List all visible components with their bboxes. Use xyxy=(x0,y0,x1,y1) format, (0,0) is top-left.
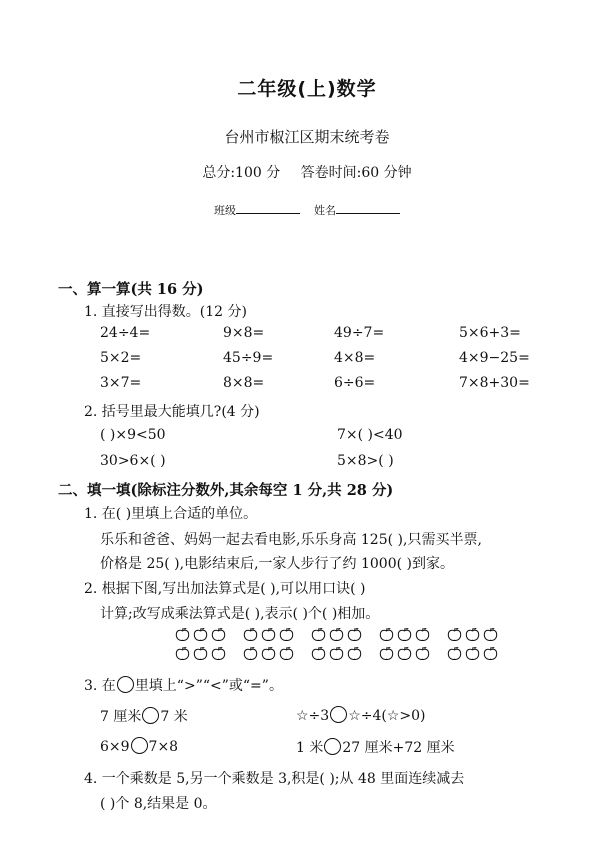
compare-left: 1 米 xyxy=(296,740,324,756)
s2-q3-prompt xyxy=(84,675,283,695)
apple-icon xyxy=(279,627,294,642)
apple-icon xyxy=(243,627,258,642)
arith-item: 5×2= xyxy=(100,350,142,366)
s2-q4-line2: ( )个 8,结果是 0。 xyxy=(100,796,217,812)
compare-circle[interactable] xyxy=(131,737,148,754)
arith-item: 5×6+3= xyxy=(459,325,521,341)
apple-icon xyxy=(483,627,498,642)
compare-item xyxy=(100,706,188,726)
apple-group xyxy=(447,627,500,663)
apple-icon xyxy=(175,627,190,642)
apple-icon xyxy=(279,646,294,661)
arith-item: 4×9−25= xyxy=(459,350,530,366)
page-title: 二年级(上)数学 xyxy=(237,78,377,100)
compare-left: ☆÷3 xyxy=(296,708,330,724)
s2-q1-prompt: 1. 在( )里填上合适的单位。 xyxy=(84,506,258,522)
apple-icon xyxy=(311,646,326,661)
class-blank xyxy=(236,203,300,214)
section1-heading: 一、算一算(共 16 分) xyxy=(58,281,204,298)
apple-icon xyxy=(379,627,394,642)
s1-q1-prompt: 1. 直接写出得数。(12 分) xyxy=(84,304,247,320)
apple-group xyxy=(311,627,364,663)
s2-q3-prompt-post: 里填上“>”“<”或“=”。 xyxy=(134,678,283,694)
fill-item: 5×8>( ) xyxy=(337,453,394,469)
apple-icon xyxy=(211,627,226,642)
compare-circle[interactable] xyxy=(330,706,347,723)
exam-subtitle: 台州市椒江区期末统考卷 xyxy=(224,128,390,146)
apple-icon xyxy=(261,627,276,642)
apple-icon xyxy=(311,627,326,642)
compare-right: 27 厘米+72 厘米 xyxy=(342,740,455,756)
compare-circle[interactable] xyxy=(142,707,159,724)
arith-item: 6÷6= xyxy=(334,375,376,391)
name-blank xyxy=(336,203,400,214)
section2-heading: 二、填一填(除标注分数外,其余每空 1 分,共 28 分) xyxy=(58,482,394,499)
arith-item: 8×8= xyxy=(223,375,265,391)
apple-group xyxy=(379,627,432,663)
fill-item: 7×( )<40 xyxy=(337,427,403,443)
total-score: 总分:100 分 xyxy=(202,165,281,181)
arith-item: 9×8= xyxy=(223,325,265,341)
apple-icon xyxy=(379,646,394,661)
compare-left: 6×9 xyxy=(100,739,130,755)
apple-icon xyxy=(447,627,462,642)
s1-q2-prompt: 2. 括号里最大能填几?(4 分) xyxy=(84,404,260,420)
exam-meta xyxy=(0,162,614,182)
apple-icon xyxy=(465,627,480,642)
apple-icon xyxy=(211,646,226,661)
compare-item xyxy=(296,706,426,724)
s2-q1-line1: 乐乐和爸爸、妈妈一起去看电影,乐乐身高 125( ),只需买半票, xyxy=(100,532,482,548)
compare-right: ☆÷4(☆>0) xyxy=(348,708,426,724)
student-info xyxy=(0,202,614,218)
s2-q2-line2: 计算;改写成乘法算式是( ),表示( )个( )相加。 xyxy=(100,606,380,622)
apple-icon xyxy=(329,627,344,642)
apple-icon xyxy=(261,646,276,661)
compare-item xyxy=(100,737,178,755)
arith-item: 7×8+30= xyxy=(459,375,530,391)
arith-item: 3×7= xyxy=(100,375,142,391)
apple-icon xyxy=(415,627,430,642)
arith-item: 24÷4= xyxy=(100,325,151,341)
class-label: 班级 xyxy=(214,204,236,217)
compare-right: 7 米 xyxy=(160,709,188,725)
compare-right: 7×8 xyxy=(148,739,179,755)
fill-item: ( )×9<50 xyxy=(100,427,166,443)
apple-icon xyxy=(175,646,190,661)
arith-item: 4×8= xyxy=(334,350,376,366)
apple-group xyxy=(175,627,228,663)
s2-q1-line2: 价格是 25( ),电影结束后,一家人步行了约 1000( )到家。 xyxy=(100,556,454,572)
apple-icon xyxy=(347,646,362,661)
apple-icon xyxy=(447,646,462,661)
apple-icon xyxy=(193,627,208,642)
apple-icon xyxy=(243,646,258,661)
name-label: 姓名 xyxy=(314,204,336,217)
compare-circle[interactable] xyxy=(324,738,341,755)
compare-item xyxy=(296,737,455,757)
compare-left: 7 厘米 xyxy=(100,709,142,725)
apple-icon xyxy=(193,646,208,661)
apple-icon xyxy=(329,646,344,661)
apple-icon xyxy=(347,627,362,642)
s2-q4-line1: 4. 一个乘数是 5,另一个乘数是 3,积是( );从 48 里面连续减去 xyxy=(84,771,465,787)
arith-item: 49÷7= xyxy=(334,325,385,341)
s2-q3-prompt-pre: 3. 在 xyxy=(84,678,116,694)
s2-q2-line1: 2. 根据下图,写出加法算式是( ),可以用口诀( ) xyxy=(84,581,366,597)
apple-icon xyxy=(465,646,480,661)
apple-icon xyxy=(483,646,498,661)
apple-group xyxy=(243,627,296,663)
apple-icon xyxy=(397,627,412,642)
apple-icon xyxy=(397,646,412,661)
circle-icon xyxy=(117,676,134,693)
arith-item: 45÷9= xyxy=(223,350,274,366)
fill-item: 30>6×( ) xyxy=(100,453,166,469)
apple-icon xyxy=(415,646,430,661)
exam-time: 答卷时间:60 分钟 xyxy=(300,165,412,181)
